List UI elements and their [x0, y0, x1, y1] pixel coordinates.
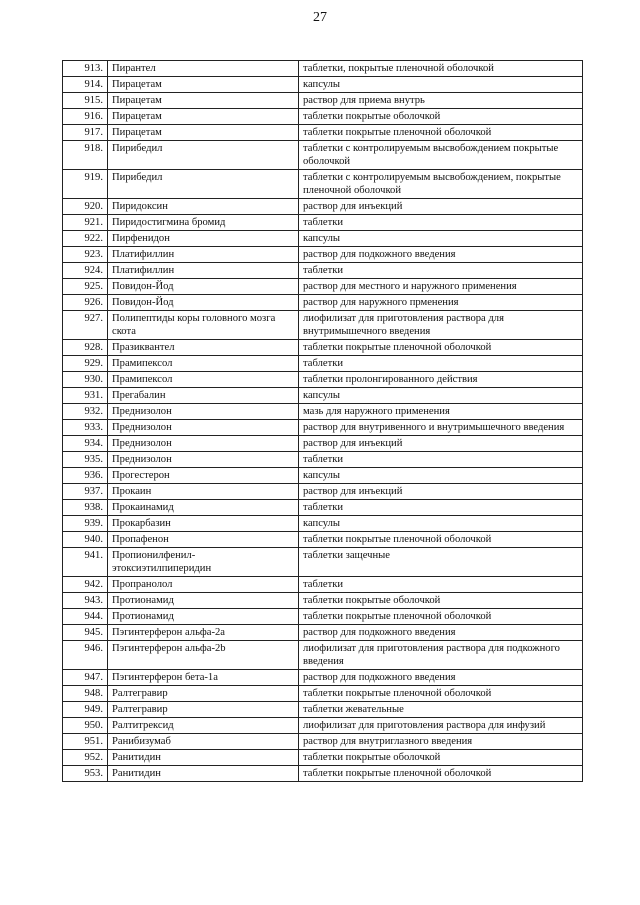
- row-number-cell: 933.: [63, 420, 108, 436]
- drug-name-cell: Пирантел: [108, 61, 299, 77]
- drug-name-cell: Пирибедил: [108, 141, 299, 170]
- dosage-form-cell: лиофилизат для приготовления раствора для внутримышечного введения: [299, 311, 583, 340]
- table-row: [63, 199, 583, 215]
- drug-name-cell: Прокаинамид: [108, 500, 299, 516]
- row-number-cell: 929.: [63, 356, 108, 372]
- row-number-cell: 948.: [63, 686, 108, 702]
- dosage-form-cell: раствор для инъекций: [299, 436, 583, 452]
- row-number-cell: 950.: [63, 718, 108, 734]
- dosage-form-cell: лиофилизат для приготовления раствора для инфузий: [299, 718, 583, 734]
- table-row: [63, 686, 583, 702]
- dosage-form-cell: лиофилизат для приготовления раствора для подкожного введения: [299, 641, 583, 670]
- row-number-cell: 938.: [63, 500, 108, 516]
- row-number-cell: 913.: [63, 61, 108, 77]
- row-number-cell: 947.: [63, 670, 108, 686]
- table-row: [63, 404, 583, 420]
- row-number-cell: 937.: [63, 484, 108, 500]
- dosage-form-cell: таблетки покрытые оболочкой: [299, 109, 583, 125]
- drug-name-cell: Повидон-Йод: [108, 279, 299, 295]
- drug-name-cell: Преднизолон: [108, 452, 299, 468]
- row-number-cell: 939.: [63, 516, 108, 532]
- drug-name-cell: Пиридоксин: [108, 199, 299, 215]
- drug-name-cell: Пропафенон: [108, 532, 299, 548]
- table-row: [63, 263, 583, 279]
- drug-name-cell: Пропранолол: [108, 577, 299, 593]
- table-row: [63, 593, 583, 609]
- row-number-cell: 946.: [63, 641, 108, 670]
- dosage-form-cell: мазь для наружного применения: [299, 404, 583, 420]
- table-row: [63, 93, 583, 109]
- row-number-cell: 930.: [63, 372, 108, 388]
- row-number-cell: 952.: [63, 750, 108, 766]
- drug-name-cell: Прогестерон: [108, 468, 299, 484]
- drug-name-cell: Пирацетам: [108, 93, 299, 109]
- row-number-cell: 920.: [63, 199, 108, 215]
- drug-name-cell: Полипептиды коры головного мозга скота: [108, 311, 299, 340]
- dosage-form-cell: таблетки с контролируемым высвобождением покрытые оболочкой: [299, 141, 583, 170]
- drug-name-cell: Ралтитрексид: [108, 718, 299, 734]
- drug-name-cell: Пропионилфенил-этоксиэтилпиперидин: [108, 548, 299, 577]
- row-number-cell: 925.: [63, 279, 108, 295]
- drug-name-cell: Протионамид: [108, 593, 299, 609]
- row-number-cell: 945.: [63, 625, 108, 641]
- drug-name-cell: Ранитидин: [108, 766, 299, 782]
- drug-name-cell: Пирацетам: [108, 109, 299, 125]
- drug-name-cell: Ралтегравир: [108, 686, 299, 702]
- row-number-cell: 942.: [63, 577, 108, 593]
- dosage-form-cell: раствор для приема внутрь: [299, 93, 583, 109]
- row-number-cell: 951.: [63, 734, 108, 750]
- row-number-cell: 949.: [63, 702, 108, 718]
- table-row: [63, 436, 583, 452]
- table-row: [63, 452, 583, 468]
- drug-name-cell: Празиквантел: [108, 340, 299, 356]
- table-row: [63, 734, 583, 750]
- drug-table: [62, 60, 583, 782]
- row-number-cell: 934.: [63, 436, 108, 452]
- dosage-form-cell: раствор для инъекций: [299, 484, 583, 500]
- row-number-cell: 931.: [63, 388, 108, 404]
- dosage-form-cell: таблетки: [299, 500, 583, 516]
- table-row: [63, 372, 583, 388]
- drug-name-cell: Преднизолон: [108, 404, 299, 420]
- drug-name-cell: Повидон-Йод: [108, 295, 299, 311]
- drug-name-cell: Прегабалин: [108, 388, 299, 404]
- table-row: [63, 718, 583, 734]
- table-row: [63, 702, 583, 718]
- drug-name-cell: Прамипексол: [108, 372, 299, 388]
- row-number-cell: 941.: [63, 548, 108, 577]
- table-row: [63, 279, 583, 295]
- row-number-cell: 932.: [63, 404, 108, 420]
- row-number-cell: 940.: [63, 532, 108, 548]
- table-row: [63, 109, 583, 125]
- dosage-form-cell: раствор для подкожного введения: [299, 670, 583, 686]
- dosage-form-cell: раствор для инъекций: [299, 199, 583, 215]
- row-number-cell: 944.: [63, 609, 108, 625]
- row-number-cell: 914.: [63, 77, 108, 93]
- dosage-form-cell: раствор для наружного прменения: [299, 295, 583, 311]
- dosage-form-cell: таблетки покрытые пленочной оболочкой: [299, 340, 583, 356]
- dosage-form-cell: таблетки пролонгированного действия: [299, 372, 583, 388]
- table-row: [63, 750, 583, 766]
- table-row: [63, 125, 583, 141]
- table-row: [63, 215, 583, 231]
- table-row: [63, 500, 583, 516]
- row-number-cell: 935.: [63, 452, 108, 468]
- row-number-cell: 943.: [63, 593, 108, 609]
- row-number-cell: 926.: [63, 295, 108, 311]
- table-row: [63, 609, 583, 625]
- table-row: [63, 625, 583, 641]
- dosage-form-cell: таблетки покрытые пленочной оболочкой: [299, 125, 583, 141]
- drug-name-cell: Прокаин: [108, 484, 299, 500]
- dosage-form-cell: таблетки покрытые пленочной оболочкой: [299, 686, 583, 702]
- dosage-form-cell: капсулы: [299, 516, 583, 532]
- table-row: [63, 247, 583, 263]
- table-row: [63, 516, 583, 532]
- table-row: [63, 532, 583, 548]
- row-number-cell: 936.: [63, 468, 108, 484]
- table-row: [63, 340, 583, 356]
- drug-name-cell: Ранибизумаб: [108, 734, 299, 750]
- table-row: [63, 548, 583, 577]
- dosage-form-cell: капсулы: [299, 231, 583, 247]
- table-row: [63, 77, 583, 93]
- drug-name-cell: Прамипексол: [108, 356, 299, 372]
- dosage-form-cell: таблетки жевательные: [299, 702, 583, 718]
- row-number-cell: 921.: [63, 215, 108, 231]
- dosage-form-cell: раствор для внутривенного и внутримышечного введения: [299, 420, 583, 436]
- table-row: [63, 484, 583, 500]
- row-number-cell: 915.: [63, 93, 108, 109]
- row-number-cell: 953.: [63, 766, 108, 782]
- table-row: [63, 231, 583, 247]
- drug-name-cell: Преднизолон: [108, 420, 299, 436]
- table-row: [63, 468, 583, 484]
- drug-name-cell: Пирфенидон: [108, 231, 299, 247]
- drug-name-cell: Пирацетам: [108, 125, 299, 141]
- dosage-form-cell: таблетки покрытые пленочной оболочкой: [299, 766, 583, 782]
- drug-name-cell: Ранитидин: [108, 750, 299, 766]
- table-row: [63, 388, 583, 404]
- row-number-cell: 924.: [63, 263, 108, 279]
- dosage-form-cell: таблетки: [299, 577, 583, 593]
- table-row: [63, 420, 583, 436]
- dosage-form-cell: таблетки, покрытые пленочной оболочкой: [299, 61, 583, 77]
- row-number-cell: 919.: [63, 170, 108, 199]
- table-row: [63, 577, 583, 593]
- drug-name-cell: Преднизолон: [108, 436, 299, 452]
- dosage-form-cell: таблетки покрытые пленочной оболочкой: [299, 609, 583, 625]
- table-row: [63, 670, 583, 686]
- row-number-cell: 923.: [63, 247, 108, 263]
- row-number-cell: 922.: [63, 231, 108, 247]
- dosage-form-cell: капсулы: [299, 77, 583, 93]
- dosage-form-cell: таблетки с контролируемым высвобождением, покрытые пленочной оболочкой: [299, 170, 583, 199]
- drug-name-cell: Пэгинтерферон альфа-2a: [108, 625, 299, 641]
- table-row: [63, 311, 583, 340]
- drug-table-body: [63, 61, 583, 782]
- dosage-form-cell: капсулы: [299, 468, 583, 484]
- drug-name-cell: Ралтегравир: [108, 702, 299, 718]
- table-row: [63, 295, 583, 311]
- table-row: [63, 641, 583, 670]
- dosage-form-cell: раствор для подкожного введения: [299, 247, 583, 263]
- drug-name-cell: Прокарбазин: [108, 516, 299, 532]
- dosage-form-cell: раствор для внутриглазного введения: [299, 734, 583, 750]
- row-number-cell: 928.: [63, 340, 108, 356]
- row-number-cell: 917.: [63, 125, 108, 141]
- drug-name-cell: Платифиллин: [108, 247, 299, 263]
- dosage-form-cell: таблетки покрытые оболочкой: [299, 750, 583, 766]
- dosage-form-cell: таблетки: [299, 356, 583, 372]
- dosage-form-cell: таблетки: [299, 215, 583, 231]
- drug-name-cell: Пирибедил: [108, 170, 299, 199]
- dosage-form-cell: раствор для местного и наружного применения: [299, 279, 583, 295]
- page-number: 27: [313, 10, 327, 25]
- drug-name-cell: Протионамид: [108, 609, 299, 625]
- dosage-form-cell: таблетки: [299, 263, 583, 279]
- drug-name-cell: Пирацетам: [108, 77, 299, 93]
- table-row: [63, 356, 583, 372]
- dosage-form-cell: раствор для подкожного введения: [299, 625, 583, 641]
- dosage-form-cell: таблетки покрытые пленочной оболочкой: [299, 532, 583, 548]
- table-row: [63, 61, 583, 77]
- row-number-cell: 918.: [63, 141, 108, 170]
- drug-name-cell: Платифиллин: [108, 263, 299, 279]
- table-row: [63, 766, 583, 782]
- row-number-cell: 916.: [63, 109, 108, 125]
- dosage-form-cell: таблетки покрытые оболочкой: [299, 593, 583, 609]
- row-number-cell: 927.: [63, 311, 108, 340]
- dosage-form-cell: таблетки защечные: [299, 548, 583, 577]
- drug-name-cell: Пиридостигмина бромид: [108, 215, 299, 231]
- drug-name-cell: Пэгинтерферон альфа-2b: [108, 641, 299, 670]
- dosage-form-cell: капсулы: [299, 388, 583, 404]
- table-row: [63, 170, 583, 199]
- table-row: [63, 141, 583, 170]
- drug-name-cell: Пэгинтерферон бета-1a: [108, 670, 299, 686]
- dosage-form-cell: таблетки: [299, 452, 583, 468]
